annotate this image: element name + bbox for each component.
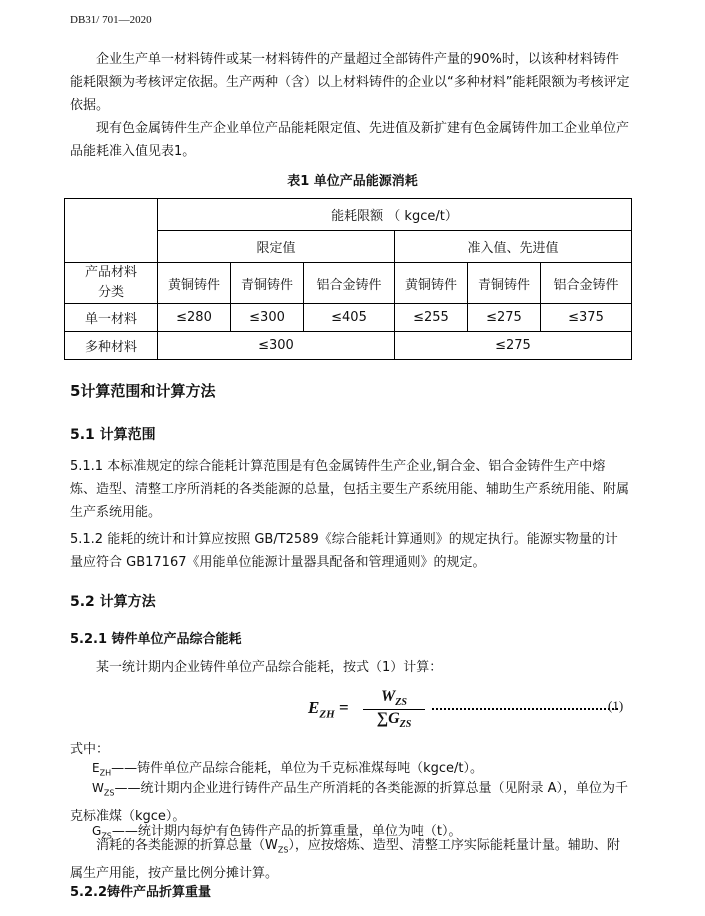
note-text: 消耗的各类能源的折算总量（W (96, 838, 278, 853)
formula-fraction (363, 688, 425, 730)
table-cell: ≤275 (394, 332, 631, 360)
numerator-subscript: ZS (395, 697, 407, 709)
formula-denominator (363, 710, 425, 730)
col-label: 黄铜铸件 (394, 263, 467, 304)
table-cell: ≤255 (394, 304, 467, 332)
where-label: 式中： (70, 742, 110, 757)
formula-lhs-symbol: E (308, 698, 320, 717)
formula-lhs: $E_{ZH}$ = (308, 698, 349, 721)
numerator-symbol: W (381, 688, 396, 705)
def-subscript: ZS (103, 788, 115, 798)
table-cell: ≤280 (158, 304, 231, 332)
row-header-cell (65, 263, 158, 304)
col-label: 青铜铸件 (467, 263, 540, 304)
unit-header-cell: 能耗限额 （ kgce/t） (158, 199, 632, 231)
def-text: ——统计期内每炉有色铸件产品的折算重量，单位为吨（t）。 (111, 824, 462, 839)
col-label: 铝合金铸件 (541, 263, 632, 304)
clause-5-1-1: 5.1.1 本标准规定的综合能耗计算范围是有色金属铸件生产企业,铜合金、铝合金铸件生产中熔炼、造型、清整工序所消耗的各类能源的总量，包括主要生产系统用能、辅助生产系统用能、附属生产系统用能。 (70, 459, 630, 520)
document-header: DB31/ 701—2020 (70, 14, 152, 26)
table-cell: ≤300 (231, 304, 304, 332)
section-5-1-title: 5.1 计算范围 (70, 427, 156, 443)
table-row (65, 304, 632, 332)
col-label: 黄铜铸件 (158, 263, 231, 304)
def-symbol: G (92, 824, 102, 838)
intro-paragraph-2: 现有色金属铸件生产企业单位产品能耗限定值、先进值及新扩建有色金属铸件加工企业单位产品能耗准入值见表1。 (70, 121, 630, 159)
row-label: 单一材料 (65, 304, 158, 332)
section-5-title: 5计算范围和计算方法 (70, 382, 216, 400)
section-5-2-title: 5.2 计算方法 (70, 594, 156, 610)
clause-5-1-2: 5.1.2 能耗的统计和计算应按照 GB/T2589《综合能耗计算通则》的规定执行。能源实物量的计量应符合 GB17167《用能单位能源计量器具配备和管理通则》的规定。 (70, 532, 618, 570)
intro-paragraph-1: 企业生产单一材料铸件或某一材料铸件的产量超过全部铸件产量的90%时，以该种材料铸件能耗限额为考核评定依据。生产两种（含）以上材料铸件的企业以“多种材料”能耗限额为考核评定依据。 (70, 52, 630, 113)
note-subscript: ZS (277, 845, 289, 855)
def-subscript: ZS (101, 831, 112, 841)
note-text-rest: ），应按熔炼、造型、清整工序实际能耗量计量。辅助、附属生产用能，按产量比例分摊计算。 (70, 838, 620, 881)
formula-numerator (363, 688, 425, 710)
table-row (65, 332, 632, 360)
limit-group-header: 限定值 (158, 231, 395, 263)
entry-group-header: 准入值、先进值 (394, 231, 631, 263)
def-text: ——统计期内企业进行铸件产品生产所消耗的各类能源的折算总量（见附录 A），单位为千克标准煤（kgce）。 (70, 781, 628, 824)
def-symbol: E (92, 761, 100, 775)
formula-1 (308, 688, 638, 738)
formula-lhs-subscript: ZH (319, 708, 335, 721)
def-subscript: ZH (99, 768, 112, 778)
row-header-text: 产品材料分类 (84, 265, 137, 300)
col-label: 青铜铸件 (231, 263, 304, 304)
table-cell: ≤275 (467, 304, 540, 332)
row-label: 多种材料 (65, 332, 158, 360)
formula-intro: 某一统计期内企业铸件单位产品综合能耗，按式（1）计算： (96, 660, 443, 675)
denominator-subscript: ZS (399, 719, 412, 731)
section-5-2-2-title: 5.2.2铸件产品折算重量 (70, 885, 212, 900)
formula-leader-dots (432, 702, 618, 710)
table-cell: ≤405 (304, 304, 395, 332)
table-caption: 表1 单位产品能源消耗 (287, 174, 418, 189)
table-cell: ≤300 (158, 332, 395, 360)
table-corner-cell (65, 199, 158, 263)
col-label: 铝合金铸件 (304, 263, 395, 304)
def-symbol: W (92, 781, 104, 795)
energy-consumption-table (64, 198, 632, 360)
intro-text (70, 48, 630, 163)
table-cell: ≤375 (541, 304, 632, 332)
formula-number: (1) (608, 698, 624, 713)
denominator-symbol: ∑G (376, 710, 400, 728)
section-5-2-1-title: 5.2.1 铸件单位产品综合能耗 (70, 632, 242, 647)
def-text: ——铸件单位产品综合能耗，单位为千克标准煤每吨（kgce/t）。 (111, 761, 483, 776)
